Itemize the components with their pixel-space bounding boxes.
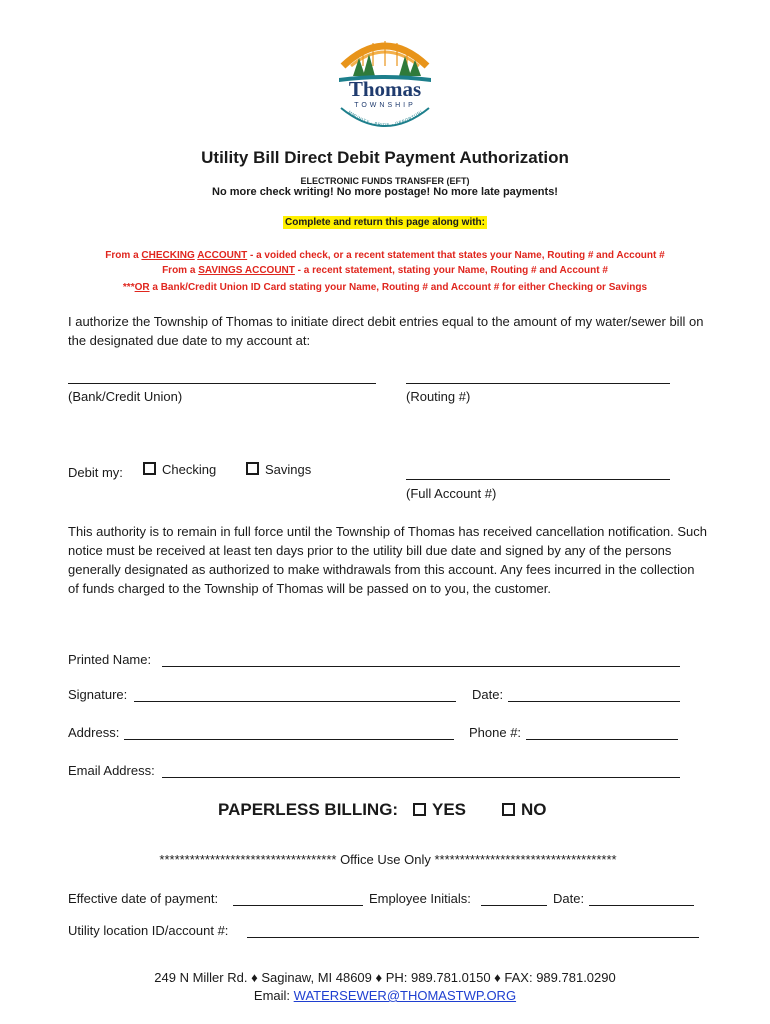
instruction-banner xyxy=(0,217,770,228)
logo-name: Thomas xyxy=(348,77,422,101)
logo-motto: MMUNITY · PRIDE · OPPORTUNI xyxy=(347,108,424,128)
effective-date-label: Effective date of payment: xyxy=(68,891,219,906)
requirement-savings xyxy=(0,265,770,276)
paperless-no-option[interactable] xyxy=(502,800,547,820)
req1-account: ACCOUNT xyxy=(197,250,248,261)
checking-label: Checking xyxy=(162,462,217,477)
req2-prefix: From a xyxy=(162,265,199,276)
authority-paragraph: This authority is to remain in full force until the Township of Thomas has received cancellation notification. Such notice must be received at least ten days prior to the utility bill due date and signed by any of the persons generally designated as authorized to make withdrawals from this account. Any fees incurred in the collection of funds charged to the Township of Thomas will be passed on to you, the customer. xyxy=(68,524,708,596)
bank-credit-union-field[interactable] xyxy=(68,383,376,384)
footer-email-line xyxy=(0,988,770,1003)
printed-name-field[interactable] xyxy=(162,666,680,667)
paperless-yes-checkbox[interactable] xyxy=(413,803,426,816)
savings-label: Savings xyxy=(265,462,312,477)
routing-field[interactable] xyxy=(406,383,670,384)
footer-address: 249 N Miller Rd. ♦ Saginaw, MI 48609 ♦ PH: 989.781.0150 ♦ FAX: 989.781.0290 xyxy=(154,970,616,985)
effective-date-field[interactable] xyxy=(233,905,363,906)
utility-id-field[interactable] xyxy=(247,937,699,938)
req3-or: OR xyxy=(134,282,150,293)
paperless-no-checkbox[interactable] xyxy=(502,803,515,816)
footer-email-link[interactable]: WATERSEWER@THOMASTWP.ORG xyxy=(293,988,517,1003)
req3-prefix: *** xyxy=(122,282,135,293)
tagline: No more check writing! No more postage! No more late payments! xyxy=(212,186,558,198)
employee-initials-field[interactable] xyxy=(481,905,547,906)
authorize-paragraph: I authorize the Township of Thomas to initiate direct debit entries equal to the amount of my water/sewer bill on the designated due date to my account at: xyxy=(68,314,704,348)
requirement-checking xyxy=(0,250,770,261)
logo-subtitle: TOWNSHIP xyxy=(354,102,416,109)
page-title: Utility Bill Direct Debit Payment Authorization xyxy=(201,148,569,167)
req1-rest: - a voided check, or a recent statement that states your Name, Routing # and Account # xyxy=(247,250,665,261)
paperless-billing-label: PAPERLESS BILLING: xyxy=(218,800,399,819)
signature-date-label: Date: xyxy=(472,687,504,702)
signature-field[interactable] xyxy=(134,701,456,702)
bank-credit-union-label: (Bank/Credit Union) xyxy=(68,389,183,404)
paperless-no-label: NO xyxy=(521,800,547,819)
full-account-field[interactable] xyxy=(406,479,670,480)
debit-my-label: Debit my: xyxy=(68,465,123,480)
eft-subtitle: ELECTRONIC FUNDS TRANSFER (EFT) xyxy=(300,176,470,186)
full-account-label: (Full Account #) xyxy=(406,486,497,501)
paperless-yes-option[interactable] xyxy=(413,800,466,820)
office-use-banner: *********************************** Office Use Only ************************************ xyxy=(159,852,617,867)
township-logo xyxy=(329,32,441,144)
address-label: Address: xyxy=(68,725,120,740)
phone-field[interactable] xyxy=(526,739,678,740)
office-date-label: Date: xyxy=(553,891,585,906)
savings-checkbox[interactable] xyxy=(246,462,259,475)
instruction-text: Complete and return this page along with: xyxy=(284,217,485,228)
address-field[interactable] xyxy=(124,739,454,740)
savings-option[interactable] xyxy=(246,462,311,477)
signature-label: Signature: xyxy=(68,687,128,702)
req1-checking: CHECKING xyxy=(141,250,195,261)
utility-id-label: Utility location ID/account #: xyxy=(68,923,229,938)
checking-option[interactable] xyxy=(143,462,216,477)
email-label: Email Address: xyxy=(68,763,155,778)
office-date-field[interactable] xyxy=(589,905,694,906)
phone-label: Phone #: xyxy=(469,725,522,740)
email-field[interactable] xyxy=(162,777,680,778)
req1-prefix: From a xyxy=(105,250,142,261)
checking-checkbox[interactable] xyxy=(143,462,156,475)
req2-rest: - a recent statement, stating your Name, Routing # and Account # xyxy=(294,265,608,276)
req3-rest: a Bank/Credit Union ID Card stating your Name, Routing # and Account # for either Checking or Savings xyxy=(149,282,648,293)
requirement-id-card xyxy=(0,282,770,293)
signature-date-field[interactable] xyxy=(508,701,680,702)
req2-savings: SAVINGS ACCOUNT xyxy=(198,265,295,276)
footer-email-label: Email: xyxy=(253,988,294,1003)
routing-label: (Routing #) xyxy=(406,389,471,404)
paperless-yes-label: YES xyxy=(432,800,467,819)
employee-initials-label: Employee Initials: xyxy=(369,891,471,906)
township-logo-graphic xyxy=(329,32,441,144)
printed-name-label: Printed Name: xyxy=(68,652,152,667)
